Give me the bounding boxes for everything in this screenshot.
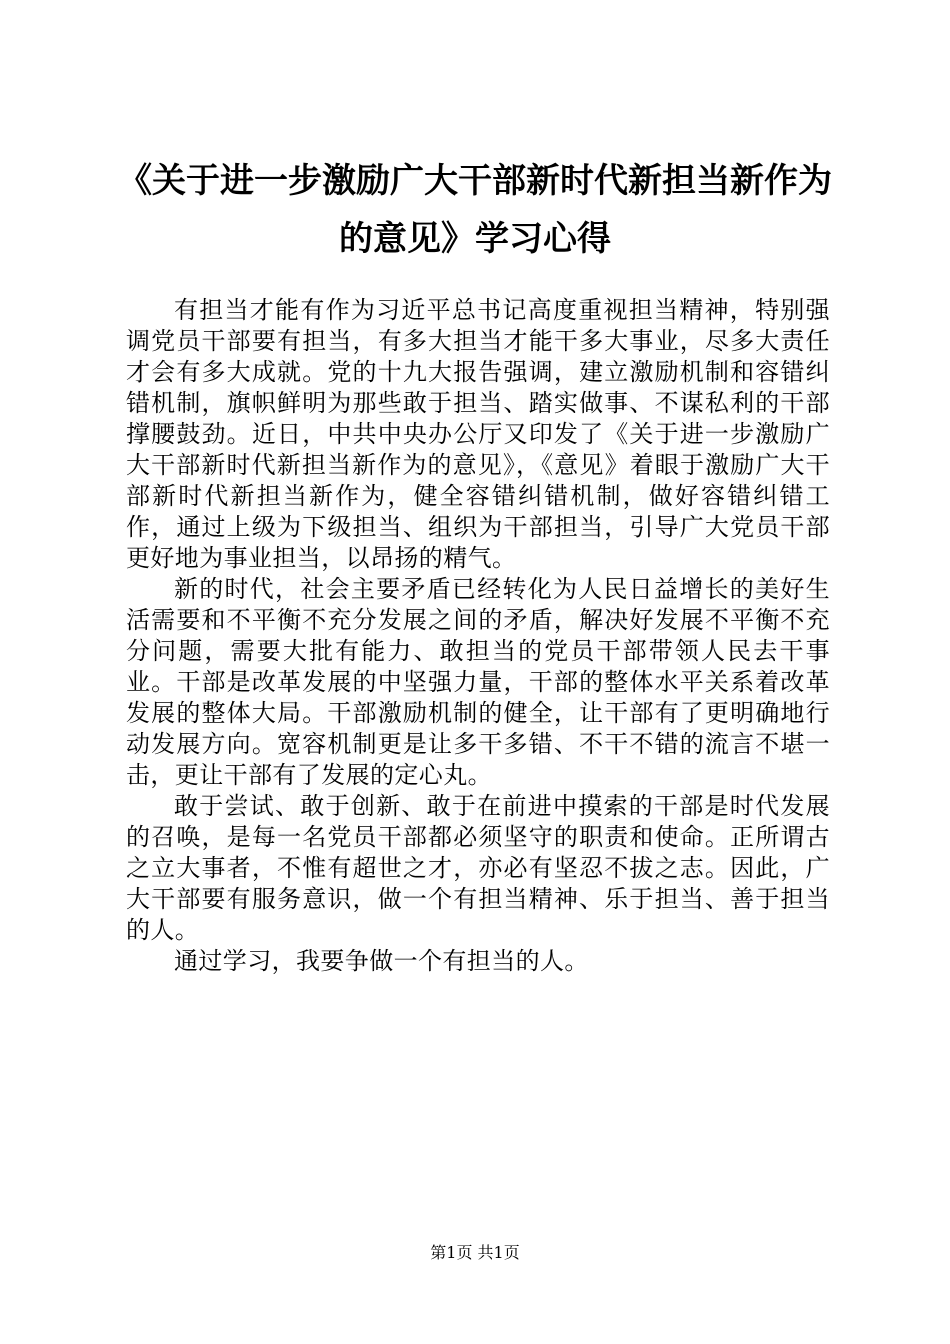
paragraph-4: 通过学习，我要争做一个有担当的人。 <box>174 947 589 975</box>
paragraph-3: 敢于尝试、敢于创新、敢于在前进中摸索的干部是时代发展的召唤，是每一名党员干部都必须坚守的职责和使命。正所谓古之立大事者，不惟有超世之才，亦必有坚忍不拔之志。因此，广大干部要有服务意识，做一个有担当精神、乐于担当、善于担当的人。 <box>126 792 830 944</box>
page-footer: 第1页 共1页 <box>430 1243 520 1262</box>
document-body <box>126 295 830 977</box>
paragraph-1: 有担当才能有作为习近平总书记高度重视担当精神，特别强调党员干部要有担当，有多大担当才能干多大事业，尽多大责任才会有多大成就。党的十九大报告强调，建立激励机制和容错纠错机制，旗帜鲜明为那些敢于担当、踏实做事、不谋私利的干部撑腰鼓劲。近日，中共中央办公厅又印发了《关于进一步激励广大干部新时代新担当新作为的意见》，《意见》着眼于激励广大干部新时代新担当新作为，健全容错纠错机制，做好容错纠错工作，通过上级为下级担当、组织为干部担当，引导广大党员干部更好地为事业担当，以昂扬的精气。 <box>126 296 830 572</box>
paragraph-2: 新的时代，社会主要矛盾已经转化为人民日益增长的美好生活需要和不平衡不充分发展之间的矛盾，解决好发展不平衡不充分问题，需要大批有能力、敢担当的党员干部带领人民去干事业。干部是改革发展的中坚强力量，干部的整体水平关系着改革发展的整体大局。干部激励机制的健全，让干部有了更明确地行动发展方向。宽容机制更是让多干多错、不干不错的流言不堪一击，更让干部有了发展的定心丸。 <box>126 575 830 789</box>
document-title: 《关于进一步激励广大干部新时代新担当新作为的意见》学习心得 <box>118 161 832 259</box>
